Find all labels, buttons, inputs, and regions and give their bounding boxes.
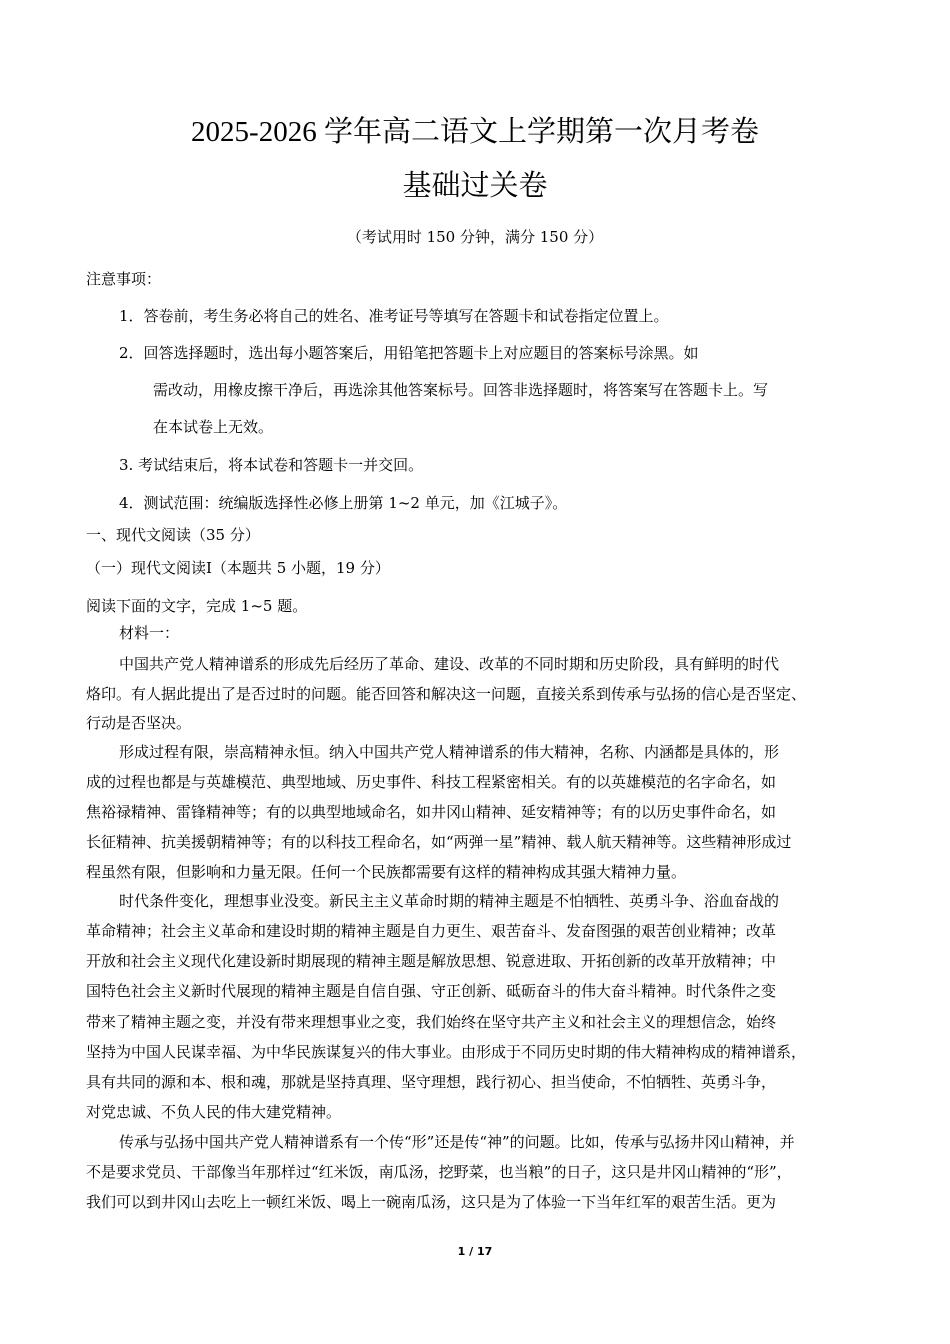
document-subtitle: 基础过关卷: [402, 170, 548, 202]
material-label: 材料一：: [119, 624, 180, 642]
passage-line: 中国共产党人精神谱系的形成先后经历了革命、建设、改革的不同时期和历史阶段，具有鲜明的时代: [119, 655, 780, 673]
passage-line: 行动是否坚决。: [86, 714, 192, 732]
passage-line: 烙印。有人据此提出了是否过时的问题。能否回答和解决这一问题，直接关系到传承与弘扬的信心是否坚定、: [86, 685, 807, 703]
passage-line: 我们可以到井冈山去吃上一顿红米饭、喝上一碗南瓜汤，这只是为了体验一下当年红军的艰苦生活。更为: [86, 1193, 777, 1211]
section-heading: 一、现代文阅读（35 分）: [86, 526, 260, 544]
passage-line: 带来了精神主题之变，并没有带来理想事业之变，我们始终在坚守共产主义和社会主义的理想信念，始终: [86, 1013, 777, 1031]
page-number: 1 / 17: [457, 1245, 493, 1258]
section-subheading: （一）现代文阅读Ⅰ（本题共 5 小题，19 分）: [86, 559, 390, 577]
passage-line: 国特色社会主义新时代展现的精神主题是自信自强、守正创新、砥砺奋斗的伟大奋斗精神。时代条件之变: [86, 982, 777, 1000]
passage-line: 长征精神、抗美援朝精神等；有的以科技工程命名，如“两弹一星”精神、载人航天精神等。这些精神形成过: [86, 833, 792, 851]
notice-heading: 注意事项：: [86, 270, 162, 288]
passage-line: 坚持为中国人民谋幸福、为中华民族谋复兴的伟大事业。由形成于不同历史时期的伟大精神构成的精神谱系，: [86, 1043, 807, 1061]
notice-item-2-line-3: 在本试卷上无效。: [153, 418, 274, 436]
reading-instruction: 阅读下面的文字，完成 1~5 题。: [86, 597, 308, 615]
passage-line: 形成过程有限，崇高精神永恒。纳入中国共产党人精神谱系的伟大精神，名称、内涵都是具体的，形: [119, 743, 780, 761]
passage-line: 时代条件变化，理想事业没变。新民主主义革命时期的精神主题是不怕牺牲、英勇斗争、浴血奋战的: [119, 892, 780, 910]
passage-line: 成的过程也都是与英雄模范、典型地域、历史事件、科技工程紧密相关。有的以英雄模范的名字命名，如: [86, 773, 777, 791]
passage-line: 革命精神；社会主义革命和建设时期的精神主题是自力更生、艰苦奋斗、发奋图强的艰苦创业精神；改革: [86, 922, 777, 940]
notice-item-2-line-1: 2．回答选择题时，选出每小题答案后，用铅笔把答题卡上对应题目的答案标号涂黑。如: [119, 344, 699, 362]
document-title: 2025-2026 学年高二语文上学期第一次月考卷: [191, 116, 759, 148]
passage-line: 传承与弘扬中国共产党人精神谱系有一个传“形”还是传“神”的问题。比如，传承与弘扬井冈山精神，并: [119, 1133, 795, 1151]
passage-line: 不是要求党员、干部像当年那样过“红米饭，南瓜汤，挖野菜，也当粮”的日子，这只是井冈山精神的“形”，: [86, 1163, 792, 1181]
notice-item-4: 4．测试范围：统编版选择性必修上册第 1~2 单元，加《江城子》。: [119, 494, 568, 512]
notice-item-3: 3. 考试结束后，将本试卷和答题卡一并交回。: [119, 456, 424, 474]
exam-info: （考试用时 150 分钟，满分 150 分）: [346, 228, 604, 246]
passage-line: 对党忠诚、不负人民的伟大建党精神。: [86, 1103, 342, 1121]
passage-line: 开放和社会主义现代化建设新时期展现的精神主题是解放思想、锐意进取、开拓创新的改革开放精神；中: [86, 952, 777, 970]
passage-line: 程虽然有限，但影响和力量无限。任何一个民族都需要有这样的精神构成其强大精神力量。: [86, 863, 687, 881]
notice-item-1: 1．答卷前，考生务必将自己的姓名、准考证号等填写在答题卡和试卷指定位置上。: [119, 307, 669, 325]
passage-line: 焦裕禄精神、雷锋精神等；有的以典型地域命名，如井冈山精神、延安精神等；有的以历史事件命名，如: [86, 803, 777, 821]
notice-item-2-line-2: 需改动，用橡皮擦干净后，再选涂其他答案标号。回答非选择题时，将答案写在答题卡上。写: [153, 381, 769, 399]
passage-line: 具有共同的源和本、根和魂，那就是坚持真理、坚守理想，践行初心、担当使命，不怕牺牲、英勇斗争，: [86, 1073, 777, 1091]
